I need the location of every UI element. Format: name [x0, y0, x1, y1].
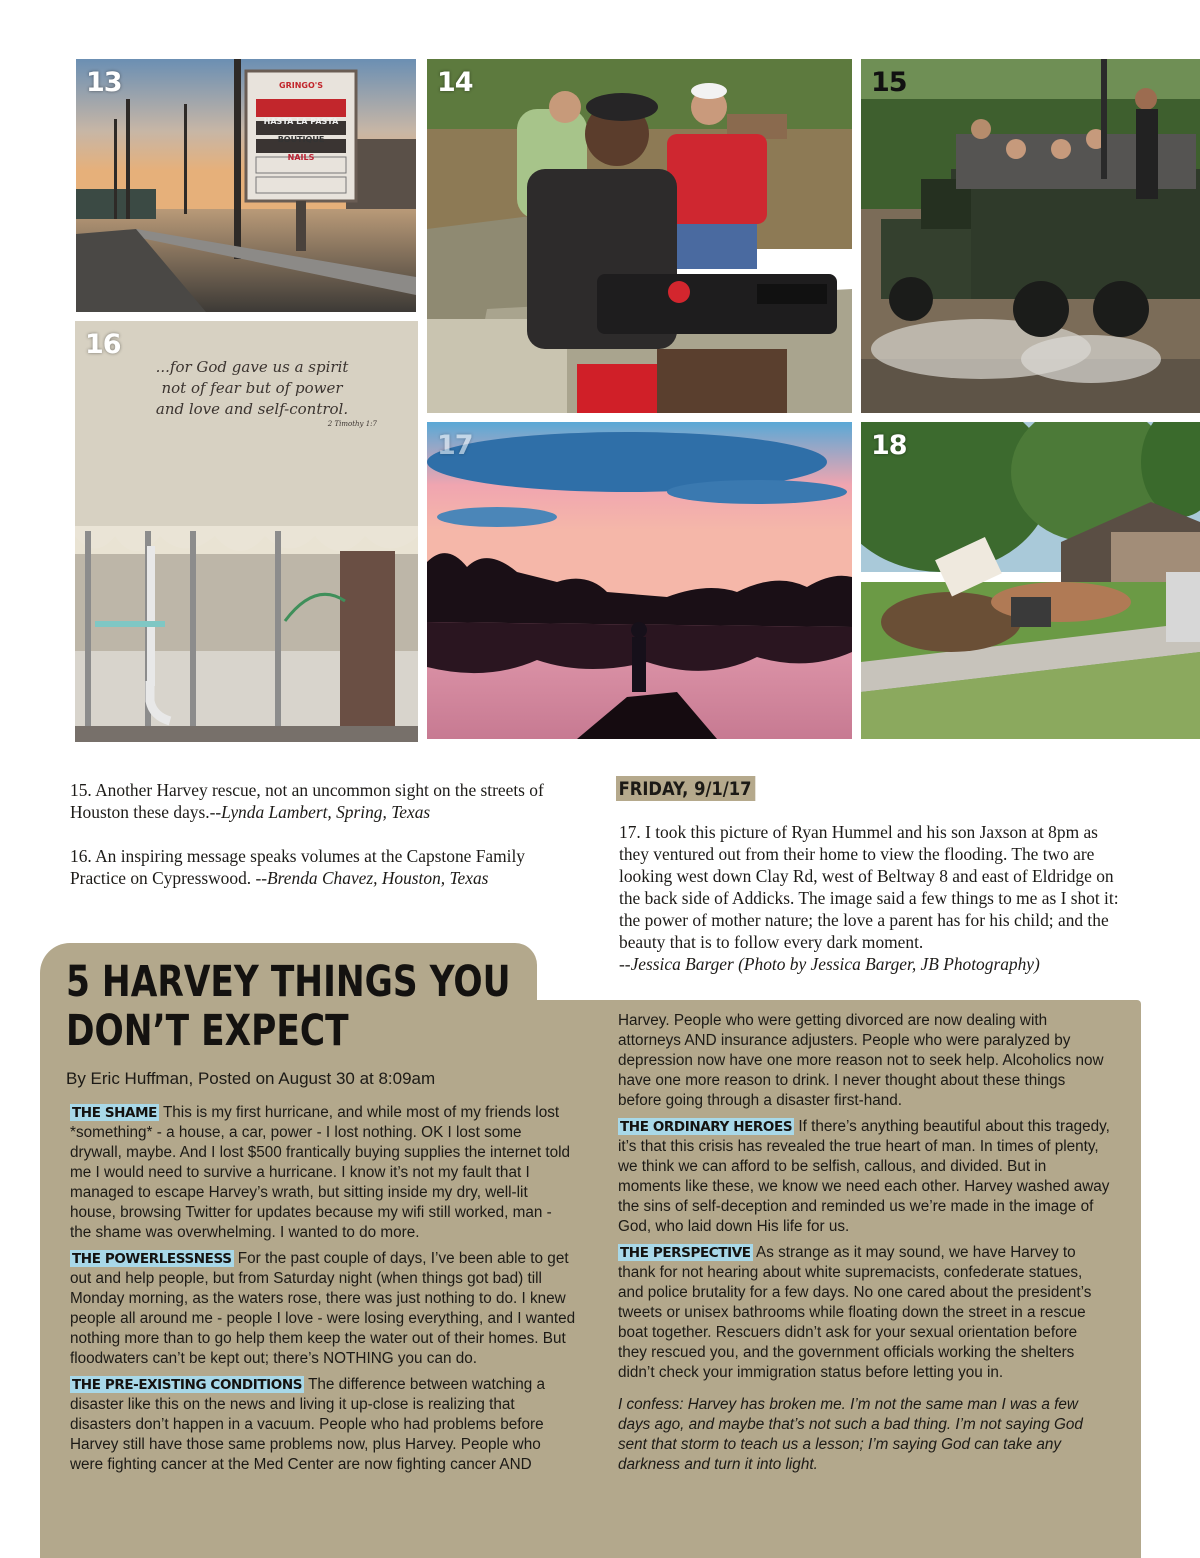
- photo-number: 14: [437, 67, 473, 98]
- quote-line: and love and self-control.: [155, 400, 349, 418]
- sign-line: GRINGO'S: [279, 81, 323, 90]
- section-text: This is my first hurricane, and while most of my friends lost *something* - a house, a car, power - I lost nothing. OK I lost some drywall, maybe. And I lost $500 frantically buying supplies the internet told me I would need to survive a hurricane. I know it’s not my fault that I managed to escape Harvey’s wrath, but sitting inside my dry, well-lit house, browsing Twitter for updates because my wifi still worked, man - the shame was overwhelming. I wanted to do more.: [70, 1104, 570, 1241]
- title-line: DON’T EXPECT: [66, 1006, 349, 1056]
- article-column-right: [618, 1011, 1110, 1481]
- section-label: THE PRE-EXISTING CONDITIONS: [72, 1377, 303, 1393]
- section-text: If there’s anything beautiful about this tragedy, it’s that this crisis has revealed the true heart of man. In times of plenty, we think we can afford to be selfish, callous, and divided. But in moments like these, we know we need each other. Harvey washed away the sins of self-deception and reminded us we’re made in the image of God, who laid down His life for us.: [618, 1118, 1110, 1235]
- photo-number: 17: [437, 430, 473, 461]
- caption-credit: --Jessica Barger (Photo by Jessica Barger, JB Photography): [619, 954, 1040, 974]
- caption-16: [70, 845, 570, 889]
- photo-14-boat-camera: [427, 59, 852, 413]
- title-line: 5 HARVEY THINGS YOU: [66, 957, 511, 1007]
- section-text: The difference between watching a disaster like this on the news and living it up-close is realizing that disasters don’t happen in a vacuum. People who had problems before Harvey still have those same problems now, plus Harvey. People who were fighting cancer at the Med Center are now fighting cancer AND: [70, 1376, 546, 1473]
- article-byline: By Eric Huffman, Posted on August 30 at 8:09am: [66, 1069, 436, 1088]
- wall-quote-text: [127, 357, 377, 429]
- photo-number: 16: [85, 329, 121, 360]
- section-text: Harvey. People who were getting divorced are now dealing with attorneys AND insurance adjusters. People who were paralyzed by depression now have one more reason not to seek help. Alcoholics now have one more reason to drink. I never thought about these things before going through a disaster first-hand.: [618, 1012, 1104, 1109]
- section-perspective: [618, 1243, 1110, 1383]
- section-label: THE SHAME: [72, 1105, 157, 1121]
- article-column-left: [70, 1103, 576, 1481]
- section-powerlessness: [70, 1249, 576, 1369]
- photo-number: 13: [86, 67, 122, 98]
- sign-line: HASTA LA PASTA: [263, 117, 339, 126]
- date-heading: FRIDAY, 9/1/17: [616, 776, 755, 801]
- section-text: For the past couple of days, I’ve been able to get out and help people, but from Saturday night (when things got bad) till Monday morning, as the waters rose, there was just nothing to do. I knew people all around me - people I love - were losing everything, and I wanted nothing more than to go help them keep the water out of their homes. But floodwaters can’t be kept out; there’s NOTHING you can do.: [70, 1250, 576, 1367]
- quote-line: not of fear but of power: [161, 379, 343, 397]
- photo-16-wall-quote: [75, 321, 418, 742]
- section-label: THE POWERLESSNESS: [72, 1251, 232, 1267]
- photo-17-sunset-reflection: [427, 422, 852, 739]
- section-shame: [70, 1103, 576, 1243]
- article-title: [66, 958, 511, 1056]
- section-continued: [618, 1011, 1110, 1111]
- caption-15: [70, 779, 570, 823]
- section-label: THE ORDINARY HEROES: [620, 1119, 793, 1135]
- caption-text: 16. An inspiring message speaks volumes at the Capstone Family Practice on Cypresswood.: [70, 846, 526, 888]
- sign-line: NAILS: [287, 153, 315, 162]
- caption-text: 15. Another Harvey rescue, not an uncommon sight on the streets of Houston these days.: [70, 780, 544, 822]
- photo-18-debris: [861, 422, 1200, 739]
- closing-paragraph: I confess: Harvey has broken me. I’m not the same man I was a few days ago, and maybe that’s not such a bad thing. I’m not saying God sent that storm to teach us a lesson; I’m saying God can take any darkness and turn it into light.: [618, 1396, 1083, 1473]
- section-ordinary-heroes: [618, 1117, 1110, 1237]
- photo-number: 15: [871, 67, 907, 98]
- sign-text: [250, 77, 352, 167]
- section-label: THE PERSPECTIVE: [620, 1245, 751, 1261]
- sign-line: BOUTIQUE: [277, 135, 325, 144]
- photo-13-flooded-street: [76, 59, 416, 312]
- caption-17: [619, 821, 1131, 975]
- photo-number: 18: [871, 430, 907, 461]
- quote-reference: 2 Timothy 1:7: [327, 420, 377, 428]
- caption-text: 17. I took this picture of Ryan Hummel and his son Jaxson at 8pm as they ventured out from their home to view the flooding. The two are looking west down Clay Rd, west of Beltway 8 and east of Eldridge on the back side of Addicks. The image said a few things to me as I shot it: the power of mother nature; the love a parent has for his child; and the beauty that is to follow every dark moment.: [619, 822, 1119, 952]
- photo-15-truck-rescue: [861, 59, 1200, 413]
- section-text: As strange as it may sound, we have Harvey to thank for not hearing about white supremacists, confederate statues, and police brutality for a few days. No one cared about the president’s tweets or unisex bathrooms while floating down the street in a rescue boat together. Rescuers didn’t ask for your sexual orientation before they rescued you, and the government officials working the shelters didn’t check your immigration status before letting you in.: [618, 1244, 1092, 1381]
- caption-credit: --Brenda Chavez, Houston, Texas: [255, 868, 489, 888]
- caption-credit: --Lynda Lambert, Spring, Texas: [209, 802, 431, 822]
- quote-line: ...for God gave us a spirit: [155, 358, 349, 376]
- section-pre-existing-conditions: [70, 1375, 576, 1475]
